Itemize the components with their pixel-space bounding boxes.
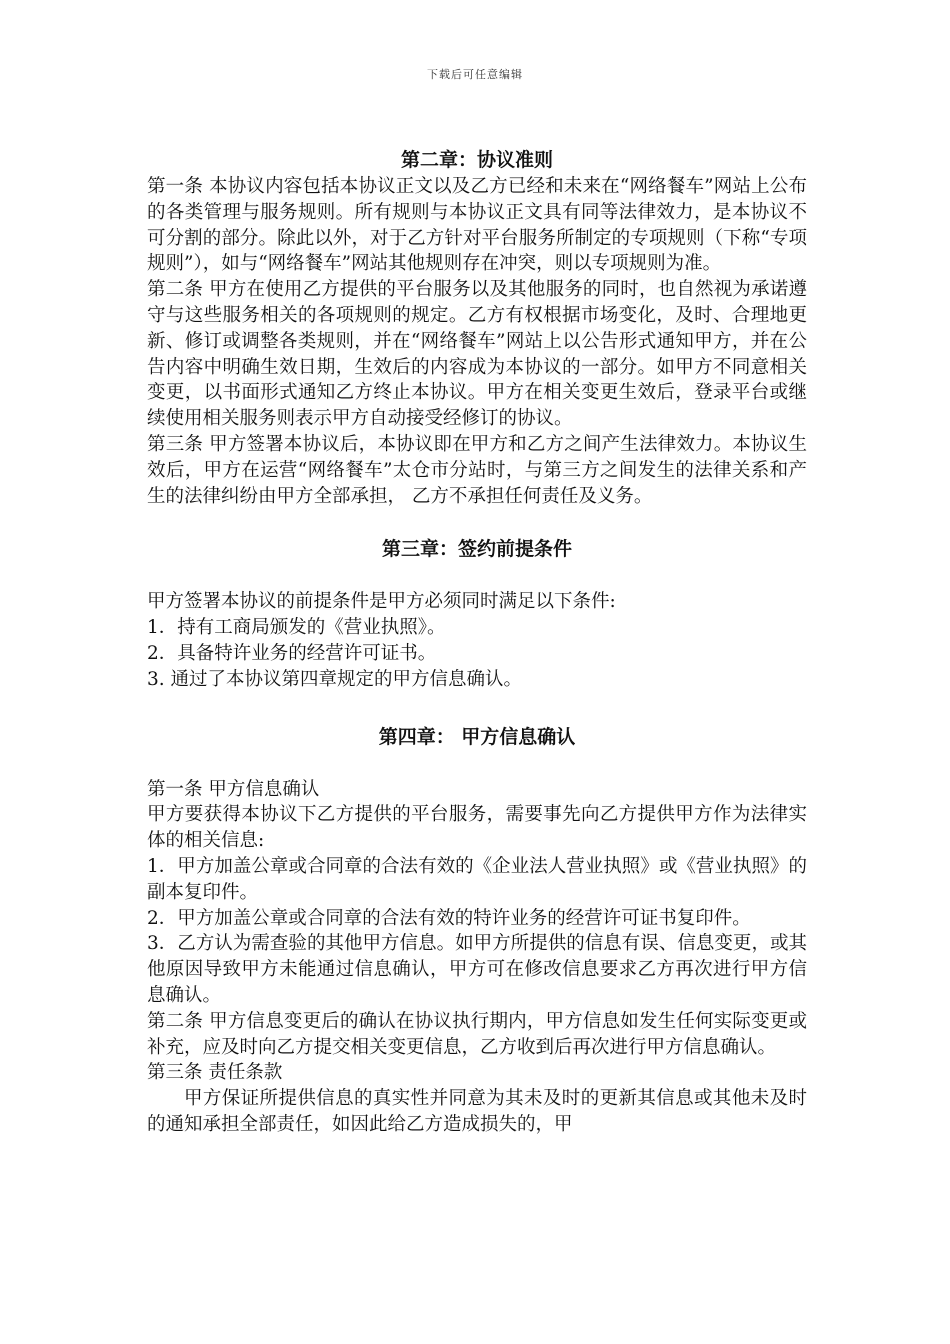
chapter3-item-1: 1．持有工商局颁发的《营业执照》。 [147, 617, 446, 639]
chapter2-article1: 第一条 本协议内容包括本协议正文以及乙方已经和未来在“网络餐车”网站上公布的各类管理与服务规则。所有规则与本协议正文具有同等法律效力，是本协议不可分割的部分。除此以外，对于乙方针对平台服务所制定的专项规则（下称“专项规则”），如与“网络餐车”网站其他规则存在冲突，则以专项规则为准。 [147, 176, 807, 275]
chapter3-item-3: 3. 通过了本协议第四章规定的甲方信息确认。 [147, 668, 523, 690]
chapter3-title: 第三章：签约前提条件 [381, 538, 572, 561]
chapter2-title: 第二章：协议准则 [400, 149, 553, 171]
chapter4-item-3: 3．乙方认为需查验的其他甲方信息。如甲方所提供的信息有误、信息变更，或其他原因导致甲方未能通过信息确认，甲方可在修改信息要求乙方再次进行甲方信息确认。 [147, 933, 807, 1006]
chapter4-article3-title: 第三条 责任条款 [147, 1062, 283, 1084]
chapter3-item-2: 2．具备特许业务的经营许可证书。 [147, 642, 437, 664]
chapter4-item-2: 2．甲方加盖公章或合同章的合法有效的特许业务的经营许可证书复印件。 [147, 907, 751, 929]
chapter3-intro: 甲方签署本协议的前提条件是甲方必须同时满足以下条件: [147, 591, 616, 613]
chapter4-title: 第四章： 甲方信息确认 [378, 725, 576, 748]
document-body [147, 146, 807, 1138]
chapter4-item-1: 1．甲方加盖公章或合同章的合法有效的《企业法人营业执照》或《营业执照》的副本复印件。 [147, 855, 807, 903]
chapter2-article3: 第三条 甲方签署本协议后，本协议即在甲方和乙方之间产生法律效力。本协议生效后，甲方在运营“网络餐车”太仓市分站时，与第三方之间发生的法律关系和产生的法律纠纷由甲方全部承担， 乙方不承担任何责任及义务。 [147, 433, 807, 507]
page-header-note: 下载后可任意编辑 [427, 68, 523, 81]
chapter4-article1-title: 第一条 甲方信息确认 [147, 778, 320, 800]
chapter4-article1-body: 甲方要获得本协议下乙方提供的平台服务，需要事先向乙方提供甲方作为法律实体的相关信息: [147, 804, 807, 852]
chapter4-article3-body: 甲方保证所提供信息的真实性并同意为其未及时的更新其信息或其他未及时的通知承担全部责任，如因此给乙方造成损失的，甲 [147, 1088, 807, 1135]
chapter2-article2: 第二条 甲方在使用乙方提供的平台服务以及其他服务的同时，也自然视为承诺遵守与这些服务相关的各项规则的规定。乙方有权根据市场变化，及时、合理地更新、修订或调整各类规则，并在“网络餐车”网站上以公告形式通知甲方，并在公告内容中明确生效日期，生效后的内容成为本协议的一部分。如甲方不同意相关变更，以书面形式通知乙方终止本协议。甲方在相关变更生效后，登录平台或继续使用相关服务则表示甲方自动接受经修订的协议。 [147, 279, 807, 430]
chapter4-article2: 第二条 甲方信息变更后的确认在协议执行期内，甲方信息如发生任何实际变更或补充，应及时向乙方提交相关变更信息，乙方收到后再次进行甲方信息确认。 [147, 1010, 807, 1058]
